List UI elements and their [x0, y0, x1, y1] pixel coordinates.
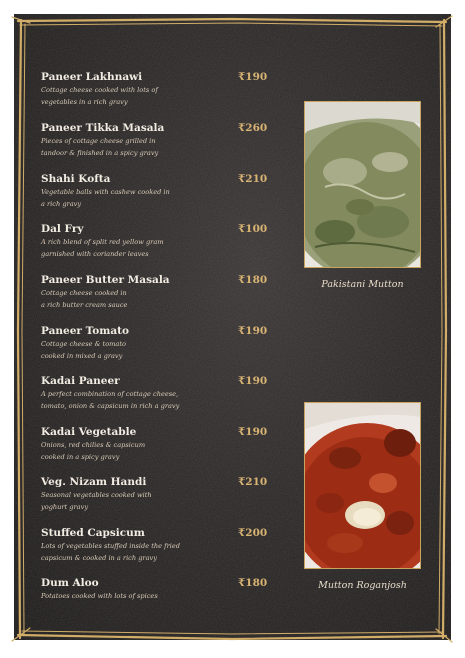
description-line: yoghurt gravy: [41, 502, 89, 511]
description-line: a rich butter cream sauce: [41, 300, 128, 309]
description-line: tandoor & finished in a spicy gravy: [41, 148, 159, 157]
description-line: Cottage cheese cooked in: [41, 289, 127, 297]
item-price: ₹260: [238, 122, 268, 134]
item-name: Paneer Tikka Masala: [41, 122, 165, 134]
pakistani-mutton-photo: [305, 102, 421, 268]
description-line: Cottage cheese cooked with lots of: [41, 86, 158, 94]
item-price: ₹200: [238, 527, 268, 539]
item-name: Paneer Lakhnawi: [41, 71, 143, 83]
item-description: [41, 85, 158, 108]
description-line: a rich gravy: [41, 199, 82, 208]
item-description: [41, 541, 180, 564]
description-line: cooked in a spicy gravy: [41, 452, 120, 461]
item-description: [41, 490, 152, 513]
description-line: Pieces of cottage cheese grilled in: [41, 137, 156, 145]
photo-caption: Mutton Roganjosh: [318, 580, 407, 591]
dish-photo: [304, 101, 421, 268]
dish-photo: [304, 402, 421, 569]
item-name: Dal Fry: [41, 223, 84, 235]
item-description: [41, 288, 127, 311]
description-line: Onions, red chilies & capsicum: [41, 441, 146, 449]
item-description: [41, 237, 164, 260]
item-description: [41, 187, 170, 210]
item-price: ₹210: [238, 476, 268, 488]
item-description: [41, 591, 158, 603]
item-description: [41, 339, 126, 362]
description-line: capsicum & cooked in a rich gravy: [41, 553, 157, 562]
item-description: [41, 389, 179, 412]
description-line: vegetables in a rich gravy: [41, 97, 128, 106]
description-line: Potatoes cooked with lots of spices: [41, 592, 158, 600]
mutton-roganjosh-photo: [305, 403, 421, 569]
item-price: ₹100: [238, 223, 268, 235]
item-description: [41, 440, 145, 463]
item-name: Veg. Nizam Handi: [41, 476, 147, 488]
description-line: cooked in mixed a gravy: [41, 351, 123, 360]
item-name: Dum Aloo: [41, 577, 99, 589]
description-line: Cottage cheese & tomato: [41, 340, 126, 348]
item-name: Kadai Paneer: [41, 375, 120, 387]
description-line: Lots of vegetables stuffed inside the fried: [41, 542, 180, 550]
item-name: Paneer Butter Masala: [41, 274, 170, 286]
description-line: tomato, onion & capsicum in rich a gravy: [41, 401, 180, 410]
description-line: A perfect combination of cottage cheese,: [41, 390, 179, 398]
description-line: Seasonal vegetables cooked with: [41, 491, 152, 499]
photo-caption: Pakistani Mutton: [321, 279, 404, 290]
item-price: ₹210: [238, 173, 268, 185]
description-line: A rich blend of split red yellow gram: [41, 238, 164, 246]
item-description: [41, 136, 158, 159]
item-name: Paneer Tomato: [41, 325, 129, 337]
item-price: ₹180: [238, 577, 268, 589]
description-line: Vegetable balls with cashew cooked in: [41, 188, 170, 196]
item-name: Stuffed Capsicum: [41, 527, 145, 539]
item-price: ₹180: [238, 274, 268, 286]
item-price: ₹190: [238, 325, 268, 337]
item-price: ₹190: [238, 71, 268, 83]
item-name: Shahi Kofta: [41, 173, 111, 185]
item-price: ₹190: [238, 426, 268, 438]
description-line: garnished with coriander leaves: [41, 249, 149, 258]
item-price: ₹190: [238, 375, 268, 387]
item-name: Kadai Vegetable: [41, 426, 137, 438]
